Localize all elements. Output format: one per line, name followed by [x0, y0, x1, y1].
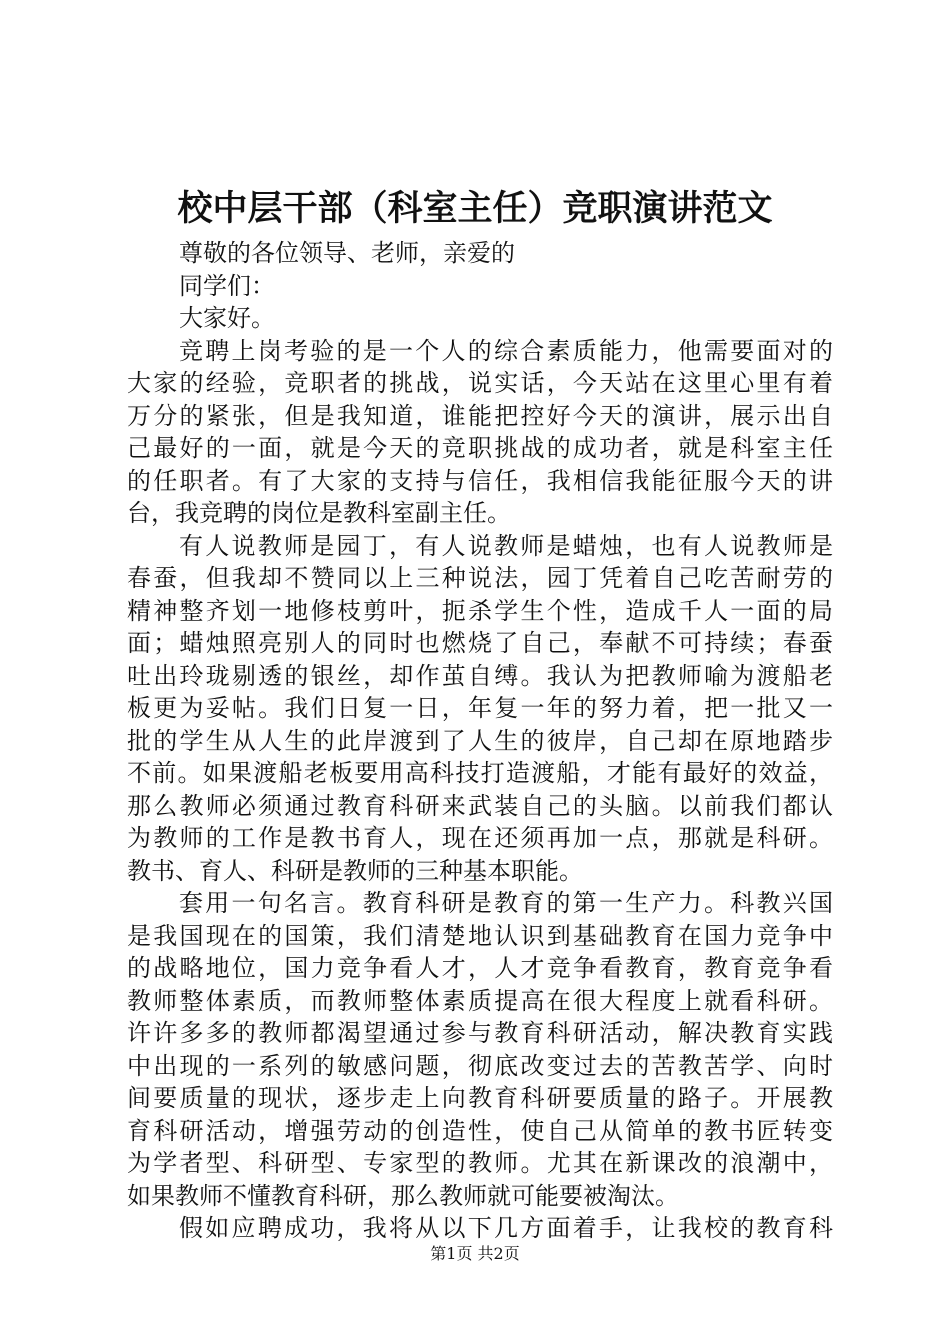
text-line: 尊敬的各位领导、老师，亲爱的 [179, 239, 515, 267]
text-line: 批的学生从人生的此岸渡到了人生的彼岸，自己却在原地踏步 [127, 726, 833, 755]
text-line: 为学者型、科研型、专家型的教师。尤其在新课改的浪潮中， [127, 1149, 833, 1177]
text-line: 同学们： [179, 271, 275, 300]
text-line: 假如应聘成功，我将从以下几方面着手，让我校的教育科 [179, 1214, 833, 1242]
document-title: 校中层干部（科室主任）竞职演讲范文 [177, 188, 773, 229]
text-line: 大家的经验，竞职者的挑战，说实话，今天站在这里心里有着 [127, 369, 833, 397]
text-line: 己最好的一面，就是今天的竞职挑战的成功者，就是科室主任 [127, 434, 833, 462]
text-line: 为教师的工作是教书育人，现在还须再加一点，那就是科研。 [127, 824, 833, 852]
text-line: 中出现的一系列的敏感问题，彻底改变过去的苦教苦学、向时 [127, 1051, 833, 1080]
text-line: 春蚕，但我却不赞同以上三种说法，园丁凭着自己吃苦耐劳的 [127, 564, 833, 592]
document-body [127, 237, 833, 1245]
text-line: 那么教师必须通过教育科研来武装自己的头脑。以前我们都认 [127, 791, 833, 820]
text-line: 竞聘上岗考验的是一个人的综合素质能力，他需要面对的 [179, 336, 833, 365]
page-number-footer: 第1页 共2页 [430, 1244, 520, 1263]
text-line: 的战略地位，国力竞争看人才，人才竞争看教育，教育竞争看 [127, 954, 833, 982]
text-line: 是我国现在的国策，我们清楚地认识到基础教育在国力竞争中 [127, 921, 833, 950]
text-line: 板更为妥帖。我们日复一日，年复一年的努力着，把一批又一 [127, 694, 833, 722]
text-line: 有人说教师是园丁，有人说教师是蜡烛，也有人说教师是 [179, 531, 833, 560]
text-line: 许许多多的教师都渴望通过参与教育科研活动，解决教育实践 [127, 1019, 833, 1047]
text-line: 吐出玲珑剔透的银丝，却作茧自缚。我认为把教师喻为渡船老 [127, 661, 833, 690]
text-line: 不前。如果渡船老板要用高科技打造渡船，才能有最好的效益， [127, 759, 833, 787]
text-line: 育科研活动，增强劳动的创造性，使自己从简单的教书匠转变 [127, 1116, 833, 1145]
text-line: 的任职者。有了大家的支持与信任，我相信我能征服今天的讲 [127, 466, 833, 495]
text-line: 如果教师不懂教育科研，那么教师就可能要被淘汰。 [127, 1181, 679, 1210]
text-line: 精神整齐划一地修枝剪叶，扼杀学生个性，造成千人一面的局 [127, 596, 833, 625]
text-line: 间要质量的现状，逐步走上向教育科研要质量的路子。开展教 [127, 1084, 833, 1112]
text-line: 教师整体素质，而教师整体素质提高在很大程度上就看科研。 [127, 986, 833, 1015]
text-line: 大家好。 [179, 304, 275, 332]
text-line: 万分的紧张，但是我知道，谁能把控好今天的演讲，展示出自 [127, 401, 833, 430]
text-line: 教书、育人、科研是教师的三种基本职能。 [127, 856, 583, 885]
text-line: 台，我竞聘的岗位是教科室副主任。 [127, 499, 511, 527]
text-line: 套用一句名言。教育科研是教育的第一生产力。科教兴国 [179, 889, 833, 917]
text-line: 面；蜡烛照亮别人的同时也燃烧了自己，奉献不可持续；春蚕 [127, 629, 833, 657]
